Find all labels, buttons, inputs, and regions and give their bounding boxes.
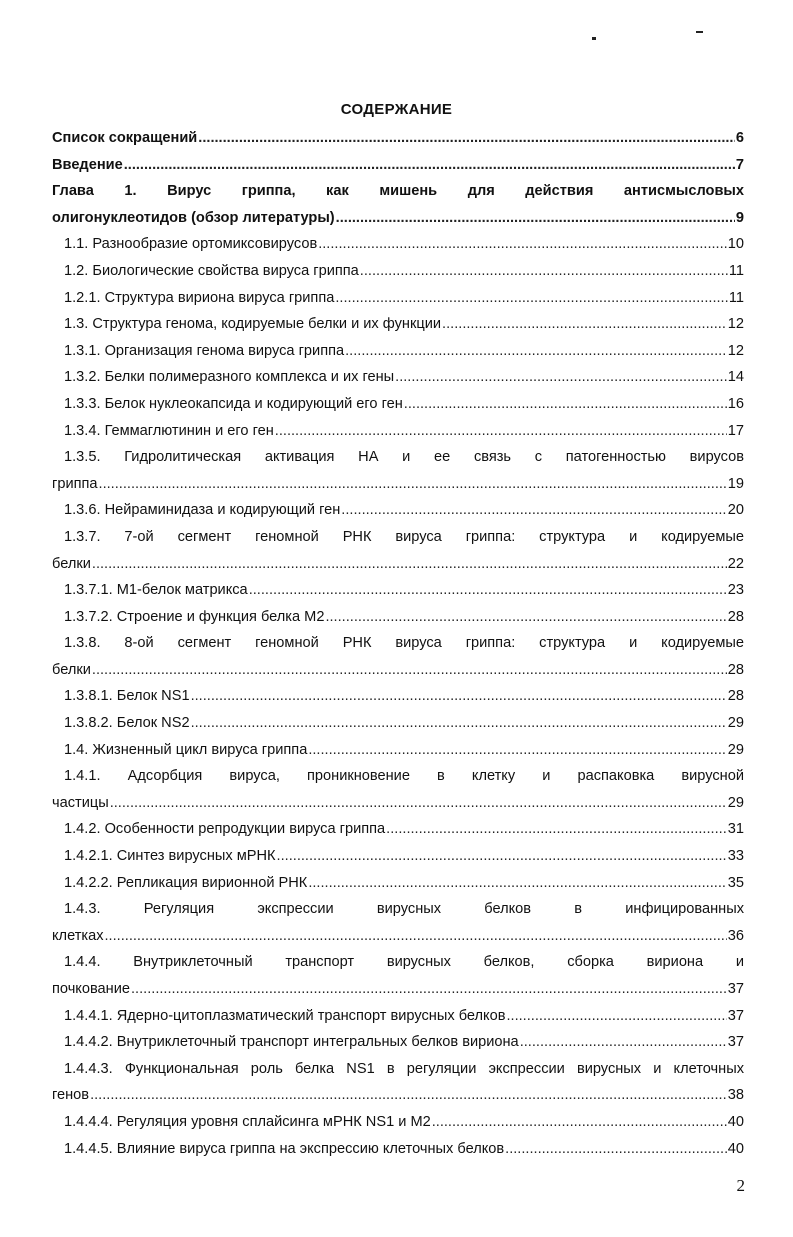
toc-entry-line [52, 258, 744, 285]
page-title: СОДЕРЖАНИЕ [340, 101, 453, 118]
dot-leader [131, 976, 727, 1003]
dot-leader [191, 683, 727, 710]
toc-entry [52, 630, 744, 683]
toc-entry [52, 763, 744, 816]
toc-entry-title: белки [52, 555, 91, 572]
toc-entry-title: 1.3.3. Белок нуклеокапсида и кодирующий его ген [64, 395, 403, 412]
dot-leader [277, 843, 727, 870]
toc-entry-line [52, 577, 744, 604]
toc-entry-title-line: 1.4.3. Регуляция экспрессии вирусных белков в инфицированных [64, 901, 744, 918]
toc-entry-line [52, 737, 744, 764]
toc-entry [52, 231, 744, 258]
dot-leader [341, 497, 726, 524]
toc-entry-line [52, 604, 744, 631]
toc-entry-title: 1.3. Структура генома, кодируемые белки и их функции [64, 316, 442, 333]
toc-entry-title: генов [52, 1087, 90, 1104]
toc-entry-title: 1.4.2. Особенности репродукции вируса гриппа [64, 821, 386, 838]
dot-leader [191, 710, 727, 737]
toc-entry-page: 37 [727, 1034, 744, 1051]
toc-entry-page: 29 [727, 715, 744, 732]
toc-entry-page: 7 [735, 156, 744, 173]
toc-entry [52, 577, 744, 604]
toc-entry-title: 1.3.8.2. Белок NS2 [64, 715, 190, 732]
toc-entry-page: 14 [727, 369, 744, 386]
toc-entry-line [52, 1003, 744, 1030]
toc-entry [52, 285, 744, 312]
toc-entry-page: 22 [727, 555, 744, 572]
toc-entry-title: гриппа [52, 475, 98, 492]
toc-entry [52, 816, 744, 843]
toc-entry-page: 29 [727, 794, 744, 811]
toc-entry-title-line: Глава 1. Вирус гриппа, как мишень для действия антисмысловых [52, 183, 744, 200]
toc-entry [52, 338, 744, 365]
toc-entry-title-line: 1.4.1. Адсорбция вируса, проникновение в клетку и распаковка вирусной [64, 768, 744, 785]
toc-entry [52, 1029, 744, 1056]
dot-leader [99, 471, 727, 498]
toc-entry [52, 896, 744, 949]
toc-entry-line [52, 1136, 744, 1163]
scan-speck [592, 37, 596, 40]
toc-entry-title: 1.3.8.1. Белок NS1 [64, 688, 190, 705]
dot-leader [520, 1029, 727, 1056]
toc-entry-line [52, 923, 744, 950]
toc-entry-title: 1.4.4.5. Влияние вируса гриппа на экспрессию клеточных белков [64, 1140, 505, 1157]
toc-entry-title: 1.3.7.1. М1-белок матрикса [64, 582, 248, 599]
toc-entry-title: олигонуклеотидов (обзор литературы) [52, 209, 335, 226]
toc-entry-page: 10 [727, 236, 744, 253]
toc-entry-title: 1.3.4. Геммаглютинин и его ген [64, 422, 274, 439]
toc-entry-line [52, 1082, 744, 1109]
toc-entry-page: 35 [727, 874, 744, 891]
toc-entry [52, 364, 744, 391]
toc-entry [52, 1056, 744, 1109]
toc-entry-title: частицы [52, 794, 109, 811]
dot-leader [275, 418, 727, 445]
toc-entry-page: 23 [727, 582, 744, 599]
toc-entry [52, 1136, 744, 1163]
toc-entry-title: 1.3.6. Нейраминидаза и кодирующий ген [64, 502, 341, 519]
toc-entry-line [52, 710, 744, 737]
toc-entry-page: 38 [727, 1087, 744, 1104]
toc-entry-page: 28 [727, 688, 744, 705]
toc-entry-page: 17 [727, 422, 744, 439]
dot-leader [198, 125, 735, 152]
toc-entry-line [52, 683, 744, 710]
toc-entry-title: 1.3.7.2. Строение и функция белка М2 [64, 608, 325, 625]
dot-leader [506, 1003, 726, 1030]
toc-entry-line [52, 311, 744, 338]
toc-entry [52, 497, 744, 524]
toc-entry-page: 9 [735, 209, 744, 226]
toc-entry-page: 29 [727, 741, 744, 758]
toc-entry-line [52, 125, 744, 152]
toc-entry-page: 37 [727, 1007, 744, 1024]
toc-entry [52, 949, 744, 1002]
toc-entry-page: 36 [727, 927, 744, 944]
toc-entry-title: 1.4.4.4. Регуляция уровня сплайсинга мРНК NS1 и М2 [64, 1113, 431, 1130]
dot-leader [124, 152, 735, 179]
toc-entry-title: белки [52, 661, 91, 678]
toc-entry-page: 12 [727, 316, 744, 333]
toc-entry-page: 37 [727, 981, 744, 997]
toc-entry-page: 28 [727, 608, 744, 625]
dot-leader [308, 870, 726, 897]
toc-entry-line [52, 497, 744, 524]
dot-leader [345, 338, 727, 365]
toc-entry-line [52, 285, 744, 312]
toc-entry [52, 710, 744, 737]
toc-entry [52, 524, 744, 577]
toc-entry [52, 870, 744, 897]
toc-entry-line [52, 1109, 744, 1136]
toc-entry-line [52, 657, 744, 684]
toc-entry-line [52, 790, 744, 817]
toc-entry-title: 1.2. Биологические свойства вируса гриппа [64, 262, 359, 279]
toc-entry [52, 125, 744, 152]
toc-entry [52, 391, 744, 418]
toc-entry [52, 1003, 744, 1030]
dot-leader [505, 1136, 727, 1163]
dot-leader [318, 231, 727, 258]
dot-leader [92, 551, 727, 578]
toc-entry-line [52, 152, 744, 179]
toc-entry-line [52, 364, 744, 391]
toc-entry [52, 604, 744, 631]
toc-entry-title: 1.1. Разнообразие ортомиксовирусов [64, 236, 318, 253]
toc-entry [52, 258, 744, 285]
dot-leader [386, 816, 727, 843]
toc-entry-page: 12 [727, 342, 744, 359]
toc-entry-page: 28 [727, 661, 744, 678]
toc-entry-title: клетках [52, 927, 104, 944]
toc-entry-line [52, 338, 744, 365]
dot-leader [395, 364, 727, 391]
toc-entry-page: 19 [727, 475, 744, 492]
toc-entry-title: Список сокращений [52, 130, 198, 146]
toc-entry [52, 152, 744, 179]
dot-leader [90, 1082, 727, 1109]
dot-leader [308, 737, 726, 764]
toc-entry [52, 418, 744, 445]
toc-entry-line [52, 205, 744, 232]
toc-entry-title: 1.3.2. Белки полимеразного комплекса и их гены [64, 369, 395, 386]
table-of-contents [52, 125, 744, 1162]
toc-entry-page: 33 [727, 848, 744, 865]
toc-entry-line [52, 816, 744, 843]
toc-entry-line [52, 551, 744, 578]
dot-leader [336, 205, 735, 232]
dot-leader [442, 311, 727, 338]
toc-entry-title: 1.4.2.1. Синтез вирусных мРНК [64, 848, 276, 865]
dot-leader [432, 1109, 727, 1136]
toc-entry-title: 1.4.4.2. Внутриклеточный транспорт интегральных белков вириона [64, 1034, 519, 1051]
dot-leader [335, 285, 727, 312]
toc-entry [52, 311, 744, 338]
toc-entry-title-line: 1.4.4. Внутриклеточный транспорт вирусных белков, сборка вириона и [64, 954, 744, 971]
toc-entry [52, 1109, 744, 1136]
toc-entry-line [52, 391, 744, 418]
toc-entry-title-line: 1.3.7. 7-ой сегмент геномной РНК вируса гриппа: структура и кодируемые [64, 528, 744, 545]
page-number: 2 [736, 1176, 745, 1195]
toc-entry-title: 1.2.1. Структура вириона вируса гриппа [64, 289, 335, 306]
toc-entry-page: 11 [728, 262, 744, 279]
toc-entry-title: 1.4. Жизненный цикл вируса гриппа [64, 741, 308, 758]
toc-entry-page: 31 [727, 821, 744, 838]
toc-entry [52, 737, 744, 764]
dot-leader [360, 258, 728, 285]
toc-entry-line [52, 231, 744, 258]
toc-entry-title-line: 1.4.4.3. Функциональная роль белка NS1 в регуляции экспрессии вирусных и клеточных [64, 1060, 744, 1077]
dot-leader [249, 577, 727, 604]
dot-leader [92, 657, 727, 684]
toc-entry-page: 11 [728, 289, 744, 306]
toc-entry-title: 1.3.1. Организация генома вируса гриппа [64, 342, 345, 359]
toc-entry-page: 6 [735, 130, 744, 146]
toc-entry-title: 1.4.4.1. Ядерно-цитоплазматический транспорт вирусных белков [64, 1007, 506, 1024]
scan-speck [696, 31, 703, 33]
toc-entry [52, 444, 744, 497]
toc-entry [52, 178, 744, 231]
toc-entry-title-line: 1.3.8. 8-ой сегмент геномной РНК вируса гриппа: структура и кодируемые [64, 635, 744, 652]
toc-entry-page: 20 [727, 502, 744, 519]
toc-entry-page: 16 [727, 395, 744, 412]
toc-entry-line [52, 418, 744, 445]
dot-leader [110, 790, 727, 817]
toc-entry-line [52, 976, 744, 1003]
toc-entry-title: почкование [52, 981, 130, 997]
toc-entry-title: Введение [52, 156, 123, 173]
dot-leader [105, 923, 727, 950]
dot-leader [325, 604, 726, 631]
toc-entry-title-line: 1.3.5. Гидролитическая активация НА и ее связь с патогенностью вирусов [64, 449, 744, 466]
toc-entry-line [52, 843, 744, 870]
toc-entry-page: 40 [727, 1113, 744, 1130]
toc-entry [52, 683, 744, 710]
toc-entry-line [52, 870, 744, 897]
toc-entry-line [52, 1029, 744, 1056]
toc-entry-page: 40 [727, 1140, 744, 1157]
toc-entry-title: 1.4.2.2. Репликация вирионной РНК [64, 874, 308, 891]
toc-entry [52, 843, 744, 870]
toc-entry-line [52, 471, 744, 498]
dot-leader [404, 391, 727, 418]
